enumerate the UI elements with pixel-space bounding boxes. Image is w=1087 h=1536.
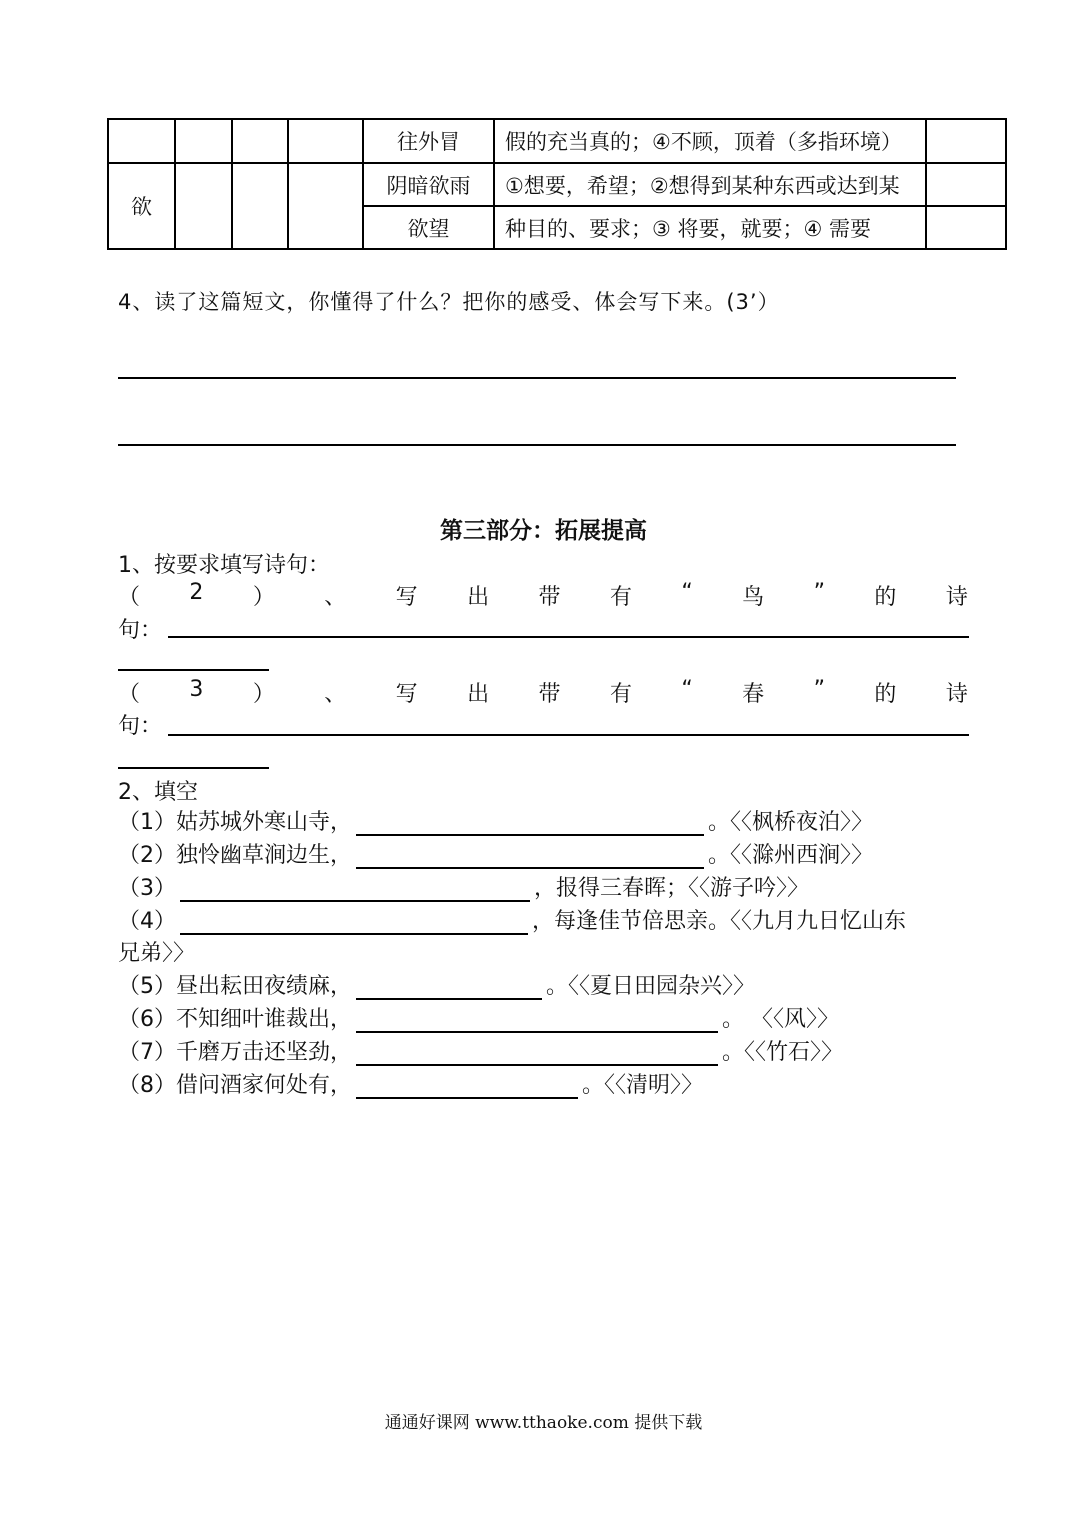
fill-line-8 — [118, 1068, 703, 1099]
text-token: 春 — [742, 682, 765, 707]
text-token: 出 — [467, 682, 490, 707]
table-cell — [175, 119, 232, 163]
answer-line[interactable] — [168, 636, 969, 638]
poem-item-2 — [118, 580, 968, 611]
line-prefix: （1）姑苏城外寒山寺， — [118, 810, 352, 835]
fill-line-4 — [118, 904, 906, 935]
poem-item-3 — [118, 677, 968, 708]
fill-line-5 — [118, 969, 755, 1000]
answer-blank[interactable] — [180, 878, 530, 902]
table-cell — [926, 163, 1006, 206]
poem-item-3-tail: 句： — [118, 714, 163, 739]
word-cell: 欲望 — [363, 206, 494, 249]
text-token: 的 — [874, 585, 897, 610]
line-prefix: （6）不知细叶谁裁出， — [118, 1007, 352, 1032]
table-cell — [232, 119, 288, 163]
line-prefix: （3） — [118, 876, 176, 901]
text-token: 写 — [395, 585, 418, 610]
text-token: 、 — [324, 682, 347, 707]
fill-line-7 — [118, 1035, 843, 1066]
line-suffix: 。 〈〈风〉〉 — [722, 1007, 839, 1032]
word-cell: 往外冒 — [363, 119, 494, 163]
table-cell — [175, 163, 232, 249]
text-token: 3 — [189, 677, 204, 702]
text-token: 鸟 — [742, 585, 765, 610]
text-token: 2 — [189, 580, 204, 605]
q2-heading: 2、填空 — [118, 780, 198, 805]
line-prefix: （5）昼出耘田夜绩麻， — [118, 974, 352, 999]
table-cell — [288, 119, 363, 163]
q1-heading: 1、按要求填写诗句： — [118, 553, 330, 578]
answer-blank[interactable] — [356, 1042, 718, 1066]
answer-blank[interactable] — [356, 976, 542, 1000]
fill-line-4-cont — [118, 936, 195, 967]
line-prefix: 兄弟〉〉 — [118, 941, 196, 966]
character-cell: 欲 — [108, 163, 175, 249]
answer-blank[interactable] — [180, 911, 528, 935]
text-token: ） — [252, 585, 275, 610]
line-prefix: （7）千磨万击还坚劲， — [118, 1040, 352, 1065]
text-token: “ — [681, 580, 693, 605]
text-token: 有 — [609, 682, 632, 707]
question-4: 4、读了这篇短文，你懂得了什么？把你的感受、体会写下来。(3’） — [118, 290, 780, 314]
answer-blank[interactable] — [356, 1009, 718, 1033]
answer-line[interactable] — [118, 669, 269, 671]
line-suffix: ，报得三春晖；〈〈游子吟〉〉 — [534, 876, 810, 901]
line-suffix: 。〈〈夏日田园杂兴〉〉 — [546, 974, 756, 999]
answer-blank[interactable] — [356, 1075, 578, 1099]
line-prefix: （4） — [118, 909, 176, 934]
poem-item-2-tail: 句： — [118, 618, 163, 643]
text-token: 有 — [609, 585, 632, 610]
answer-line[interactable] — [118, 377, 956, 379]
text-token: 写 — [395, 682, 418, 707]
text-token: 诗 — [945, 585, 968, 610]
definition-cell: 种目的、要求；③ 将要，就要；④ 需要 — [494, 206, 926, 249]
text-token: “ — [681, 677, 693, 702]
text-token: 带 — [538, 682, 561, 707]
text-token: ” — [813, 677, 825, 702]
line-suffix: ，每逢佳节倍思亲。〈〈九月九日忆山东 — [532, 909, 907, 934]
section-title: 第三部分：拓展提高 — [440, 517, 647, 544]
text-token: 的 — [874, 682, 897, 707]
table-cell — [926, 119, 1006, 163]
answer-blank[interactable] — [356, 812, 704, 836]
answer-blank[interactable] — [356, 845, 704, 869]
line-suffix: 。〈〈清明〉〉 — [582, 1073, 704, 1098]
text-token: （ — [118, 585, 141, 610]
word-cell: 阴暗欲雨 — [363, 163, 494, 206]
fill-line-2 — [118, 838, 873, 869]
text-token: ） — [252, 682, 275, 707]
table-cell — [926, 206, 1006, 249]
answer-line[interactable] — [118, 767, 269, 769]
table-cell — [288, 163, 363, 249]
table-cell — [232, 163, 288, 249]
definition-cell: 假的充当真的；④不顾，顶着（多指环境） — [494, 119, 926, 163]
text-token: ” — [813, 580, 825, 605]
table-cell — [108, 119, 175, 163]
answer-line[interactable] — [118, 444, 956, 446]
fill-line-3 — [118, 871, 809, 902]
line-prefix: （8）借问酒家何处有， — [118, 1073, 352, 1098]
page-footer: 通通好课网 www.tthaoke.com 提供下载 — [384, 1413, 703, 1433]
dictionary-table — [107, 118, 1007, 250]
fill-line-6 — [118, 1002, 839, 1033]
answer-line[interactable] — [168, 734, 969, 736]
text-token: （ — [118, 682, 141, 707]
text-token: 出 — [467, 585, 490, 610]
line-suffix: 。〈〈滁州西涧〉〉 — [708, 843, 874, 868]
text-token: 诗 — [945, 682, 968, 707]
line-prefix: （2）独怜幽草涧边生， — [118, 843, 352, 868]
fill-line-1 — [118, 805, 873, 836]
text-token: 带 — [538, 585, 561, 610]
text-token: 、 — [324, 585, 347, 610]
line-suffix: 。〈〈竹石〉〉 — [722, 1040, 844, 1065]
line-suffix: 。〈〈枫桥夜泊〉〉 — [708, 810, 874, 835]
definition-cell: ①想要，希望；②想得到某种东西或达到某 — [494, 163, 926, 206]
